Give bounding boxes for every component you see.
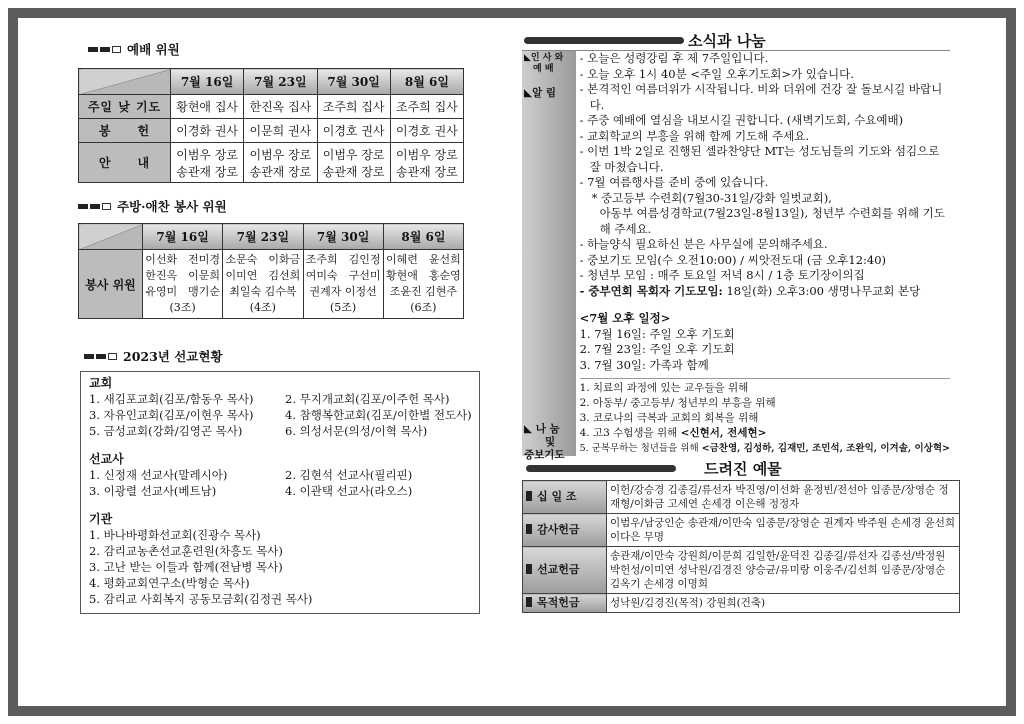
mission-box (80, 371, 480, 614)
table-row (523, 594, 960, 613)
table-cell: 이선화 전미경 한진옥 이문희 유영미 맹기순 (3조) (143, 250, 223, 319)
schedule-heading: <7월 오후 일정> (579, 311, 671, 325)
mission-title: 2023년 선교현황 (84, 347, 468, 365)
table-cell: 이문희 권사 (244, 119, 317, 143)
greeting-label: ◣인 사 와 예 배 (524, 53, 564, 74)
news-title: 소식과 나눔 (524, 30, 950, 50)
bullet-icon (526, 524, 532, 534)
bullet-icon (526, 491, 532, 501)
list-item: - 본격적인 여름더위가 시작됩니다. 비와 더위에 건강 잘 돌보시길 바랍니다. (579, 82, 943, 112)
list-item: 2. 7월 23일: 주일 오후 기도회 (579, 342, 735, 356)
date-header: 7월 16일 (171, 69, 244, 95)
table-cell: 이혜련 윤선희 황현애 홍순영 조윤진 김현주 (6조) (383, 250, 463, 319)
worship-title: 예배 위원 (88, 40, 468, 58)
list-item: - 교회학교의 부흥을 위해 함께 기도해 주세요. (579, 128, 810, 143)
offering-title: 드려진 예물 (526, 458, 950, 478)
table-cell: 이범우/남궁인순 송관재/이만숙 임종문/장영순 권계자 박주원 손세경 윤선희 이다은 무명 (607, 514, 960, 547)
table-row (79, 95, 464, 119)
table-cell: 이헌/강승경 김종길/류선자 박진영/이선화 윤정빈/전선아 임종문/장영순 정재형/이화금 고세연 손세경 이은해 정정자 (607, 481, 960, 514)
title-bar (524, 37, 684, 44)
list-item: 1. 신정재 선교사(말레시아) 2. 김현석 선교사(필리핀) (89, 468, 413, 482)
table-cell: 이범우 장로 송관재 장로 (171, 143, 244, 183)
row-label: 선교헌금 (523, 547, 607, 594)
row-label: 봉 헌 (79, 119, 171, 143)
bullet-icon (526, 597, 532, 607)
list-item: - 중부연회 목회자 기도모임: 18일(화) 오후3:00 생명나무교회 본당 (579, 283, 921, 298)
list-item: 4. 고3 수험생을 위해 <신현서, 전세현> (579, 427, 767, 439)
list-item: 3. 코로나의 극복과 교회의 회복을 위해 (579, 412, 759, 424)
list-item: 1. 7월 16일: 주일 오후 기도회 (579, 326, 735, 341)
list-item: 2. 아동부/ 중고등부/ 청년부의 부흥을 위해 (579, 397, 776, 409)
prayer-list (580, 378, 950, 456)
table-cell: 조주희 집사 (390, 95, 463, 119)
list-item: 5. 금성교회(강화/김영곤 목사) 6. 의성서문(의성/이혁 목사) (89, 424, 428, 438)
list-item: 1. 치료의 과정에 있는 교우들을 위해 (579, 382, 749, 394)
date-header: 7월 30일 (303, 224, 383, 250)
news-section (522, 50, 950, 461)
right-column (512, 30, 956, 613)
row-label: 십 일 조 (523, 481, 607, 514)
list-item: * 중고등부 수련회(7월30-31일/강화 일벗교회), (591, 190, 832, 205)
table-cell: 황현애 집사 (171, 95, 244, 119)
kitchen-table (78, 223, 464, 319)
table-row (79, 143, 464, 183)
news-sidebar (522, 51, 576, 461)
table-cell: 이경호 권사 (317, 119, 390, 143)
row-label: 봉사 위원 (79, 250, 143, 319)
list-item: - 하늘양식 필요하신 분은 사무실에 문의해주세요. (579, 237, 828, 251)
table-cell: 송관재/이만숙 강원희/이문희 김일한/윤덕진 김종길/류선자 김종선/박정원 박헌성/이미연 성낙원/김경진 양승균/유미랑 이웅주/김선희 임종문/장영순 김옥기 손세경 이명희 (607, 547, 960, 594)
list-item: - 오늘은 성령강림 후 제 7주일입니다. (579, 51, 769, 65)
section-marker-icon (78, 203, 111, 210)
list-item: - 중보기도 모임(수 오전10:00) / 씨앗전도대 (금 오후12:40) (579, 252, 887, 267)
left-column (68, 22, 472, 614)
list-item: - 오늘 오후 1시 40분 <주일 오후기도회>가 있습니다. (579, 66, 854, 81)
table-cell: 조주희 김인정 여미숙 구선미 권계자 이정선 (5조) (303, 250, 383, 319)
table-row (523, 481, 960, 514)
table-corner (79, 224, 143, 250)
section-marker-icon (84, 353, 117, 360)
missionary-heading: 선교사 (89, 452, 124, 466)
org-heading: 기관 (89, 512, 113, 526)
table-row (79, 250, 464, 319)
list-item: 5. 감리교 사회복지 공동모금회(김정권 목사) (89, 592, 313, 606)
list-item: - 주중 예배에 열심을 내보시길 권합니다. (새벽기도회, 수요예배) (579, 113, 904, 127)
table-cell: 성낙원/김경진(목적) 강원희(건축) (607, 594, 960, 613)
row-label: 안 내 (79, 143, 171, 183)
table-cell: 한진옥 집사 (244, 95, 317, 119)
section-marker-icon (88, 46, 121, 53)
kitchen-title: 주방·애찬 봉사 위원 (78, 197, 468, 215)
row-label: 목적헌금 (523, 594, 607, 613)
list-item: 3. 7월 30일: 가족과 함께 (579, 357, 709, 372)
date-header: 7월 16일 (143, 224, 223, 250)
table-corner (79, 69, 171, 95)
table-cell: 이경호 권사 (390, 119, 463, 143)
prayer-label: ◣ 나 눔 및 중보기도 (524, 423, 565, 461)
date-header: 7월 30일 (317, 69, 390, 95)
table-cell: 소문숙 이화금 이미연 김선희 최일숙 김수복 (4조) (223, 250, 303, 319)
list-item: 4. 평화교회연구소(박형순 목사) (89, 576, 250, 590)
date-header: 8월 6일 (383, 224, 463, 250)
notice-label: ◣알 림 (524, 87, 557, 99)
date-header: 8월 6일 (390, 69, 463, 95)
table-row (79, 119, 464, 143)
row-label: 감사헌금 (523, 514, 607, 547)
list-item: 3. 고난 받는 이들과 함께(전남병 목사) (89, 560, 283, 574)
list-item: 1. 새김포교회(김포/함동우 목사) 2. 무지개교회(김포/이주헌 목사) (89, 392, 450, 406)
table-row (523, 514, 960, 547)
table-cell: 조주희 집사 (317, 95, 390, 119)
list-item: - 7월 여름행사를 준비 중에 있습니다. (579, 175, 769, 189)
offering-table (522, 480, 960, 613)
list-item: 5. 군복무하는 청년들을 위해 <금찬영, 김성하, 김재민, 조민석, 조완익, 이겨솔, 이상혁> (579, 443, 950, 454)
list-item: 2. 감리교농촌선교훈련원(차흥도 목사) (89, 544, 283, 558)
row-label: 주일 낮 기도 (79, 95, 171, 119)
list-item: - 이번 1박 2일로 진행된 셀라찬양단 MT는 성도님들의 기도와 섬김으로 잘 마쳤습니다. (579, 144, 940, 174)
list-item: 3. 이광렬 선교사(베트남) 4. 이관택 선교사(라오스) (89, 484, 413, 498)
table-cell: 이범우 장로 송관재 장로 (390, 143, 463, 183)
list-item: - 청년부 모임 : 매주 토요일 저녁 8시 / 1층 토기장이의집 (579, 268, 865, 282)
title-bar (526, 465, 676, 472)
list-item: 1. 바나바평화선교회(진광수 목사) (89, 528, 261, 542)
church-heading: 교회 (89, 376, 113, 390)
table-cell: 이경화 권사 (171, 119, 244, 143)
table-row (523, 547, 960, 594)
news-body (576, 51, 950, 456)
date-header: 7월 23일 (244, 69, 317, 95)
list-item: 3. 자유인교회(김포/이현우 목사) 4. 참행복한교회(김포/이한별 전도사) (89, 408, 472, 422)
table-cell: 이범우 장로 송관재 장로 (244, 143, 317, 183)
worship-table (78, 68, 464, 183)
date-header: 7월 23일 (223, 224, 303, 250)
table-cell: 이범우 장로 송관재 장로 (317, 143, 390, 183)
list-item: 아동부 여름성경학교(7월23일-8월13일), 청년부 수련회를 위해 기도해 주세요. (599, 206, 945, 236)
bullet-icon (526, 564, 532, 574)
